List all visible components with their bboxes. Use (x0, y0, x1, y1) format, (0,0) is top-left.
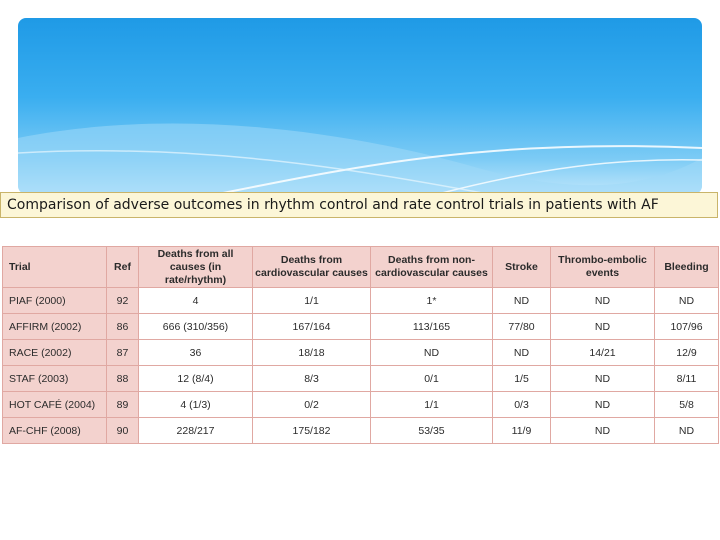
ref-cell: 87 (107, 340, 139, 366)
column-header: Trial (3, 247, 107, 288)
table-cell: 53/35 (371, 418, 493, 444)
table-cell: ND (371, 340, 493, 366)
column-header: Deaths from all causes (in rate/rhythm) (139, 247, 253, 288)
ref-cell: 89 (107, 392, 139, 418)
table-cell: 18/18 (253, 340, 371, 366)
table-row (3, 340, 719, 366)
table-cell: ND (551, 366, 655, 392)
table-cell: 167/164 (253, 314, 371, 340)
column-header: Bleeding (655, 247, 719, 288)
table-row (3, 418, 719, 444)
table-cell: ND (493, 288, 551, 314)
column-header: Stroke (493, 247, 551, 288)
header-banner (18, 18, 702, 194)
column-header: Deaths from cardiovascular causes (253, 247, 371, 288)
trial-cell: AFFIRM (2002) (3, 314, 107, 340)
table-cell: 1/5 (493, 366, 551, 392)
table-cell: 1/1 (253, 288, 371, 314)
ref-cell: 90 (107, 418, 139, 444)
ref-cell: 88 (107, 366, 139, 392)
banner-wave-graphic (18, 18, 702, 194)
table-cell: ND (655, 288, 719, 314)
table-cell: ND (493, 340, 551, 366)
trial-cell: HOT CAFÉ (2004) (3, 392, 107, 418)
table-row (3, 366, 719, 392)
table-cell: 0/2 (253, 392, 371, 418)
table-cell: 113/165 (371, 314, 493, 340)
table-header-row (3, 247, 719, 288)
table-cell: 12 (8/4) (139, 366, 253, 392)
table-row (3, 392, 719, 418)
table-cell: ND (551, 288, 655, 314)
table-cell: 228/217 (139, 418, 253, 444)
table-cell: 1* (371, 288, 493, 314)
column-header: Deaths from non-cardiovascular causes (371, 247, 493, 288)
table-cell: 0/1 (371, 366, 493, 392)
table-cell: 4 (1/3) (139, 392, 253, 418)
table-cell: 11/9 (493, 418, 551, 444)
table-cell: 8/11 (655, 366, 719, 392)
table-cell: 175/182 (253, 418, 371, 444)
table-cell: 0/3 (493, 392, 551, 418)
table-cell: 5/8 (655, 392, 719, 418)
table-cell: 107/96 (655, 314, 719, 340)
trial-cell: AF-CHF (2008) (3, 418, 107, 444)
table-row (3, 288, 719, 314)
table-cell: 666 (310/356) (139, 314, 253, 340)
table-cell: 8/3 (253, 366, 371, 392)
outcomes-table (2, 246, 719, 444)
table-cell: ND (551, 314, 655, 340)
table-cell: 4 (139, 288, 253, 314)
column-header: Ref (107, 247, 139, 288)
table-cell: ND (655, 418, 719, 444)
table-cell: 1/1 (371, 392, 493, 418)
table-cell: 77/80 (493, 314, 551, 340)
ref-cell: 86 (107, 314, 139, 340)
table-cell: ND (551, 418, 655, 444)
table-cell: 36 (139, 340, 253, 366)
outcomes-table-container (2, 246, 718, 444)
table-cell: 14/21 (551, 340, 655, 366)
table-cell: ND (551, 392, 655, 418)
table-cell: 12/9 (655, 340, 719, 366)
slide-caption: Comparison of adverse outcomes in rhythm control and rate control trials in patients with AF (0, 192, 718, 218)
trial-cell: PIAF (2000) (3, 288, 107, 314)
trial-cell: STAF (2003) (3, 366, 107, 392)
column-header: Thrombo-embolic events (551, 247, 655, 288)
ref-cell: 92 (107, 288, 139, 314)
trial-cell: RACE (2002) (3, 340, 107, 366)
table-row (3, 314, 719, 340)
